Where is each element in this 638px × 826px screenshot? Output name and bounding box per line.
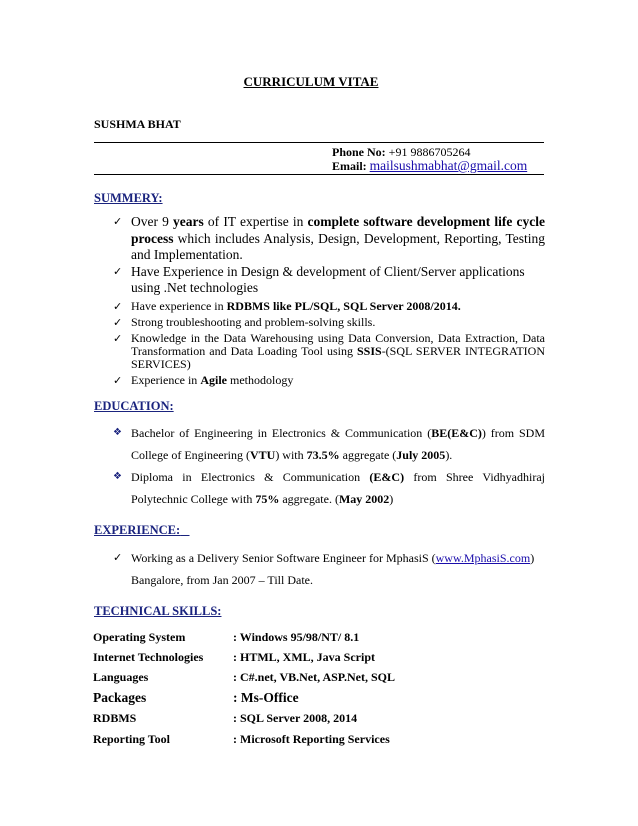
checkmark-icon: ✓: [113, 299, 123, 313]
email-link[interactable]: mailsushmabhat@gmail.com: [369, 158, 528, 173]
list-item: ✓ Have Experience in Design & development of Client/Server applications using .Net technologies: [113, 263, 525, 295]
list-item: ✓ Experience in Agile methodology: [113, 372, 294, 387]
checkmark-icon: ✓: [113, 264, 123, 278]
list-item: ✓ Strong troubleshooting and problem-solving skills.: [113, 314, 376, 329]
candidate-name: SUSHMA BHAT: [94, 117, 181, 131]
table-row: RDBMS : SQL Server 2008, 2014: [93, 711, 358, 726]
summary-list: [113, 214, 545, 387]
skills-heading: TECHNICAL SKILLS:: [94, 604, 222, 618]
phone-number: +91 9886705264: [388, 145, 471, 159]
table-row: Operating System : Windows 95/98/NT/ 8.1: [93, 629, 360, 644]
table-row: Reporting Tool : Microsoft Reporting Services: [93, 731, 390, 746]
list-item: ✓ Over 9 years of IT expertise in complete software development life cycle process which includes Analysis, Design, Development, Reporting, Testing and Implementation.: [113, 214, 545, 262]
list-item: ✓ Knowledge in the Data Warehousing using Data Conversion, Data Extraction, Data Transformation and Data Loading Tool using SSIS-(SQL SERVER INTEGRATION SERVICES): [113, 330, 545, 371]
summary-heading: SUMMERY:: [94, 191, 163, 205]
education-list: [113, 422, 545, 510]
list-item: ❖ Diploma in Electronics & Communication (E&C) from Shree Vidhyadhiraj Polytechnic College with 75% aggregate. (May 2002): [113, 466, 545, 510]
experience-heading: EXPERIENCE:: [94, 523, 181, 537]
table-row: Packages : Ms-Office: [93, 690, 299, 706]
document-title: CURRICULUM VITAE: [243, 74, 379, 89]
checkmark-icon: ✓: [113, 551, 123, 564]
table-row: Languages : C#.net, VB.Net, ASP.Net, SQL: [93, 670, 396, 685]
skills-table: [93, 627, 395, 749]
checkmark-icon: ✓: [113, 315, 123, 329]
diamond-bullet-icon: ❖: [113, 471, 122, 482]
checkmark-icon: ✓: [113, 373, 123, 387]
email-label: Email: [332, 159, 363, 173]
education-heading: EDUCATION:: [94, 399, 174, 413]
list-item: ✓ Working as a Delivery Senior Software Engineer for MphasiS (www.MphasiS.com) Bangalore, from Jan 2007 – Till Date.: [113, 547, 545, 591]
list-item: ❖ Bachelor of Engineering in Electronics & Communication (BE(E&C)) from SDM College of Engineering (VTU) with 73.5% aggregate (July 2005).: [113, 422, 545, 466]
experience-list: [113, 547, 545, 591]
phone-label: Phone No: [332, 145, 382, 159]
phone-line: Phone No: +91 9886705264: [332, 145, 471, 159]
bottom-divider: [94, 174, 544, 175]
table-row: Internet Technologies : HTML, XML, Java Script: [93, 650, 375, 665]
company-website-link[interactable]: www.MphasiS.com: [435, 551, 531, 565]
email-line: Email: mailsushmabhat@gmail.com: [332, 158, 528, 173]
checkmark-icon: ✓: [113, 215, 123, 228]
top-divider: [94, 142, 544, 143]
diamond-bullet-icon: ❖: [113, 427, 122, 438]
list-item: ✓ Have experience in RDBMS like PL/SQL, SQL Server 2008/2014.: [113, 298, 461, 313]
checkmark-icon: ✓: [113, 331, 123, 345]
